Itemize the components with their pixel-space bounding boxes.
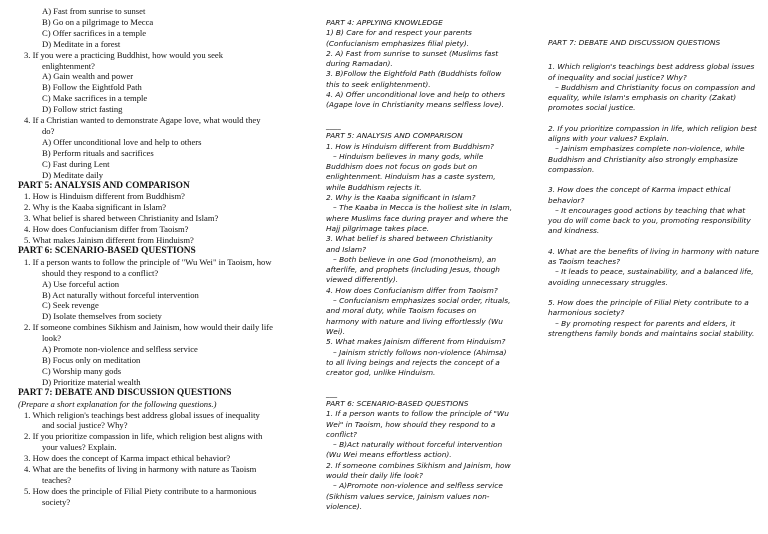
answer-line: 5. What makes Jainism different from Hinduism? bbox=[326, 337, 506, 347]
question-line: C) Offer sacrifices in a temple bbox=[42, 27, 147, 38]
question-line: C) Make sacrifices in a temple bbox=[42, 93, 148, 104]
question-line: 5. What makes Jainism different from Hinduism? bbox=[24, 235, 194, 246]
question-line: D) Prioritize material wealth bbox=[42, 376, 141, 387]
answer-line: Buddhism does not focus on gods but on bbox=[326, 162, 478, 172]
question-line: B) Go on a pilgrimage to Mecca bbox=[42, 16, 154, 27]
question-line: and social justice? Why? bbox=[42, 420, 128, 431]
question-line: B) Follow the Eightfold Path bbox=[42, 82, 142, 93]
question-line: 2. If someone combines Sikhism and Jainism, how would their daily life bbox=[24, 322, 273, 333]
answer-line: 2. Why is the Kaaba significant in Islam? bbox=[326, 193, 476, 203]
answer-line bbox=[326, 378, 538, 388]
answer-line: (Sikhism values service, Jainism values non- bbox=[326, 491, 490, 501]
answer-line: 1. How is Hinduism different from Buddhism? bbox=[326, 141, 494, 151]
question-line: A) Fast from sunrise to sunset bbox=[42, 6, 146, 16]
answer-line: – Jainism strictly follows non-violence (Ahimsa) bbox=[326, 347, 507, 357]
answer-line: 1) B) Care for and respect your parents bbox=[326, 28, 472, 38]
answer-line: 4. How does Confucianism differ from Taoism? bbox=[326, 285, 498, 295]
debate-answer: – Jainism emphasizes complete non-violence, while Buddhism and Christianity also strongly emphasize compassion. bbox=[548, 144, 747, 174]
section-heading: PART 5: ANALYSIS AND COMPARISON bbox=[18, 180, 190, 191]
answer-line: and moral duty, while Taoism focuses on bbox=[326, 306, 477, 316]
question-line: 3. How does the concept of Karma impact ethical behavior? bbox=[24, 453, 231, 464]
answer-line: 2. If someone combines Sikhism and Jainism, how bbox=[326, 460, 511, 470]
question-line: D) Follow strict fasting bbox=[42, 104, 123, 115]
debate-answer: – Buddhism and Christianity focus on compassion and equality, while Islam's emphasis on charity (Zakat) promotes social justice. bbox=[548, 82, 758, 113]
question-line: 1. Which religion's teachings best address global issues of inequality bbox=[24, 409, 260, 420]
answer-line: 1. If a person wants to follow the principle of "Wu bbox=[326, 409, 509, 419]
question-line: 3. If you were a practicing Buddhist, how would you seek bbox=[24, 49, 224, 60]
answer-line: Wei" in Taoism, how should they respond to a bbox=[326, 419, 496, 429]
debate-answer: – It leads to peace, sustainability, and a balanced life, avoiding unnecessary struggles. bbox=[548, 267, 756, 287]
answer-line: (Agape love in Christianity means selfless love). bbox=[326, 100, 505, 110]
question-line: should they respond to a conflict? bbox=[42, 267, 159, 278]
middle-column-answers bbox=[326, 18, 538, 512]
answer-line: this to seek enlightenment). bbox=[326, 79, 431, 89]
question-line: 4. How does Confucianism differ from Taoism? bbox=[24, 224, 189, 235]
question-line: B) Act naturally without forceful intervention bbox=[42, 289, 199, 300]
question-line: B) Perform rituals and sacrifices bbox=[42, 147, 154, 158]
debate-question: 2. If you prioritize compassion in life, which religion best aligns with your values? Explain. bbox=[548, 123, 757, 144]
answer-line: afterlife, and prophets (including Jesus, though bbox=[326, 265, 500, 275]
question-line: society? bbox=[42, 496, 71, 507]
section-heading: PART 6: SCENARIO-BASED QUESTIONS bbox=[18, 245, 196, 256]
question-line: 5. How does the principle of Filial Piety contribute to a harmonious bbox=[24, 485, 257, 496]
answer-line: harmony with nature and living effortlessly (Wu bbox=[326, 316, 503, 326]
question-line: A) Gain wealth and power bbox=[42, 71, 134, 82]
debate-question: 5. How does the principle of Filial Piety contribute to a harmonious society? bbox=[548, 297, 749, 318]
debate-heading: PART 7: DEBATE AND DISCUSSION QUESTIONS bbox=[548, 38, 721, 47]
debate-question: 4. What are the benefits of living in harmony with nature as Taoism teaches? bbox=[548, 246, 760, 267]
answer-line: 3. B)Follow the Eightfold Path (Buddhists follow bbox=[326, 69, 502, 79]
answer-line: to all living beings and rejects the concept of a bbox=[326, 357, 500, 367]
question-line: C) Worship many gods bbox=[42, 365, 122, 376]
answer-line: violence). bbox=[326, 501, 363, 511]
answer-line: would their daily life look? bbox=[326, 471, 423, 481]
answer-line: Hajj pilgrimage takes place. bbox=[326, 223, 430, 233]
answer-line: (Wu Wei means effortless action). bbox=[326, 450, 452, 460]
question-line: teaches? bbox=[42, 474, 72, 485]
question-line: 4. If a Christian wanted to demonstrate Agape love, what would they bbox=[24, 115, 261, 126]
question-line: D) Meditate daily bbox=[42, 169, 104, 180]
answer-line: enlightenment. Hinduism has a caste system, bbox=[326, 172, 496, 182]
answer-line: – The Kaaba in Mecca is the holiest site in Islam, bbox=[326, 203, 513, 213]
question-line: 4. What are the benefits of living in harmony with nature as Taoism bbox=[24, 464, 257, 475]
question-line: 2. If you prioritize compassion in life, which religion best aligns with bbox=[24, 431, 263, 442]
answer-line: creator god, unlike Hinduism. bbox=[326, 368, 436, 378]
answer-line: – Hinduism believes in many gods, while bbox=[326, 151, 484, 161]
answer-line: Wei). bbox=[326, 326, 346, 336]
question-line: D) Meditate in a forest bbox=[42, 38, 121, 49]
question-line: A) Promote non-violence and selfless service bbox=[42, 344, 198, 355]
answer-line: PART 4: APPLYING KNOWLEDGE bbox=[326, 18, 443, 27]
question-line: 2. Why is the Kaaba significant in Islam? bbox=[24, 202, 167, 213]
question-line: A) Use forceful action bbox=[42, 278, 120, 289]
debate-answer: – It encourages good actions by teaching that what you do will come back to you, promoting responsibility and kindness. bbox=[548, 205, 754, 236]
question-line: 3. What belief is shared between Christianity and Islam? bbox=[24, 213, 219, 224]
debate-question: 3. How does the concept of Karma impact ethical behavior? bbox=[548, 185, 731, 205]
debate-qa-list bbox=[548, 62, 760, 339]
answer-line bbox=[326, 111, 538, 121]
answer-line: 4. A) Offer unconditional love and help to others bbox=[326, 90, 505, 100]
answer-line: 2. A) Fast from sunrise to sunset (Muslims fast bbox=[326, 48, 499, 58]
answer-line: conflict? bbox=[326, 429, 357, 439]
question-line: C) Fast during Lent bbox=[42, 158, 110, 169]
answer-line: and Islam? bbox=[326, 244, 366, 254]
question-line: do? bbox=[42, 125, 55, 136]
answer-line: – Confucianism emphasizes social order, rituals, bbox=[326, 296, 511, 306]
left-column-questions bbox=[18, 6, 318, 508]
right-column-debate bbox=[548, 38, 760, 339]
answer-line: – A)Promote non-violence and selfless service bbox=[326, 481, 503, 491]
question-line: look? bbox=[42, 333, 62, 344]
answer-line: 3. What belief is shared between Christianity bbox=[326, 234, 493, 244]
answer-line: – B)Act naturally without forceful intervention bbox=[326, 440, 503, 450]
answer-line: while Buddhism rejects it. bbox=[326, 182, 422, 192]
answer-line: PART 6: SCENARIO-BASED QUESTIONS bbox=[326, 398, 469, 408]
debate-question: 1. Which religion's teachings best address global issues of inequality and social justice? Why? bbox=[548, 62, 755, 82]
question-line: (Prepare a short explanation for the following questions.) bbox=[18, 398, 217, 409]
answer-line: during Ramadan). bbox=[326, 59, 393, 69]
question-line: B) Focus only on meditation bbox=[42, 355, 141, 365]
answer-line: viewed differently). bbox=[326, 275, 399, 285]
question-line: D) Isolate themselves from society bbox=[42, 311, 162, 322]
answer-line: – Both believe in one God (monotheism), an bbox=[326, 254, 497, 264]
question-line: A) Offer unconditional love and help to others bbox=[42, 136, 202, 147]
question-line: your values? Explain. bbox=[42, 442, 117, 453]
question-line: 1. How is Hinduism different from Buddhism? bbox=[24, 191, 185, 202]
section-heading: PART 7: DEBATE AND DISCUSSION QUESTIONS bbox=[18, 387, 232, 398]
answer-line: ___ bbox=[326, 388, 338, 398]
answer-line: PART 5: ANALYSIS AND COMPARISON bbox=[326, 131, 463, 141]
question-line: C) Seek revenge bbox=[42, 300, 99, 311]
answer-line: ____ bbox=[326, 120, 341, 130]
question-line: enlightenment? bbox=[42, 60, 95, 71]
question-line: 1. If a person wants to follow the principle of "Wu Wei" in Taoism, how bbox=[24, 256, 272, 267]
debate-answer: – By promoting respect for parents and elders, it strengthens family bonds and maintains social stability. bbox=[548, 318, 755, 338]
answer-line: (Confucianism emphasizes filial piety). bbox=[326, 38, 470, 48]
answer-line: where Muslims face during prayer and where the bbox=[326, 213, 509, 223]
